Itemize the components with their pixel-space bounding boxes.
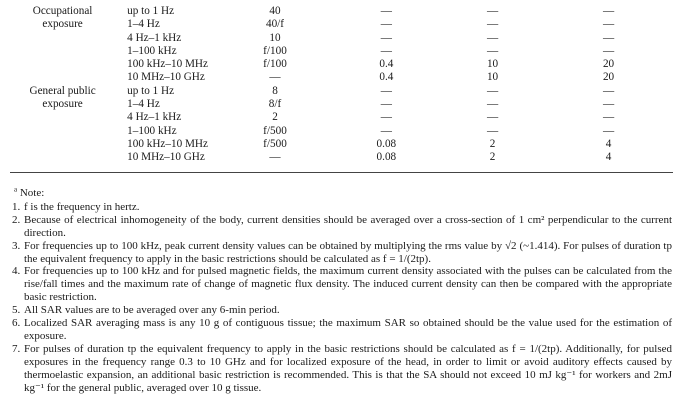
frequency-range-cell: 100 kHz–10 MHz	[127, 137, 208, 150]
footnote-number: 4.	[12, 265, 21, 278]
table-row	[10, 111, 673, 124]
current-density-cell: 8	[272, 84, 278, 97]
localized-sar-limbs-cell: —	[602, 18, 615, 31]
localized-sar-limbs-cell: —	[602, 124, 615, 137]
whole-body-sar-cell: —	[380, 5, 392, 17]
footnote-text: Because of electrical inhomogeneity of the body, current densities should be averaged over a cross-section of 1 cm² perpendicular to the current direction.	[24, 213, 672, 239]
table-row	[10, 151, 673, 164]
frequency-range-cell: up to 1 Hz	[127, 5, 175, 17]
whole-body-sar-cell: 0.08	[376, 151, 397, 164]
exposure-category-cell: General public	[29, 84, 96, 97]
localized-sar-head-trunk-cell: 10	[486, 58, 499, 71]
footnote-marker: a	[14, 185, 18, 194]
table-footnotes	[12, 187, 672, 395]
localized-sar-head-trunk-cell: —	[486, 44, 499, 57]
exposure-category-cell	[10, 58, 115, 71]
whole-body-sar-cell: —	[380, 31, 392, 44]
table-row	[10, 32, 673, 45]
footnote-text: For pulses of duration tp the equivalent frequency to apply in the basic restrictions should be calculated as f = 1/(2tp). Additionally, for pulsed exposures in the frequency range 0.3 to 10 GHz and for localized exposure of the head, in order to limit or avoid auditory effects caused by thermoelastic expansion, an additional basic restriction is recommended. This is that the SA should not exceed 10 mJ kg⁻¹ for workers and 2mJ kg⁻¹ for the general public, averaged over 10 g tissue.	[24, 342, 672, 394]
table-row	[10, 85, 673, 98]
frequency-range-cell: 1–100 kHz	[127, 44, 177, 57]
footnote-number: 2.	[12, 213, 21, 226]
table-row	[10, 45, 673, 58]
footnote-number: 3.	[12, 239, 21, 252]
localized-sar-head-trunk-cell: —	[486, 31, 499, 44]
localized-sar-limbs-cell: 4	[605, 137, 612, 150]
localized-sar-limbs-cell: —	[602, 5, 615, 17]
table-row	[10, 18, 673, 31]
table-divider	[10, 172, 673, 173]
current-density-cell: 10	[269, 31, 281, 44]
frequency-range-cell: 10 MHz–10 GHz	[127, 71, 205, 84]
frequency-range-cell: 1–4 Hz	[127, 18, 160, 31]
exposure-category-cell: exposure	[42, 18, 83, 31]
table-row	[10, 5, 673, 18]
whole-body-sar-cell: —	[380, 111, 392, 124]
localized-sar-limbs-cell: —	[602, 111, 615, 124]
exposure-category-cell	[10, 138, 115, 151]
localized-sar-head-trunk-cell: —	[486, 18, 499, 31]
footnote-text: f is the frequency in hertz.	[24, 200, 140, 213]
footnote-number: 7.	[12, 342, 21, 355]
localized-sar-head-trunk-cell: 2	[489, 151, 496, 164]
whole-body-sar-cell: —	[380, 84, 392, 97]
exposure-category-cell	[10, 71, 115, 84]
localized-sar-head-trunk-cell: —	[486, 111, 499, 124]
localized-sar-limbs-cell: 20	[602, 58, 615, 71]
current-density-cell: —	[269, 71, 281, 84]
exposure-category-cell: exposure	[42, 98, 83, 111]
frequency-range-cell: 100 kHz–10 MHz	[127, 58, 208, 71]
localized-sar-head-trunk-cell: —	[486, 84, 499, 97]
footnote-text: For frequencies up to 100 kHz and for pulsed magnetic fields, the maximum current density associated with the pulses can be calculated from the rise/fall times and the maximum rate of change of magnetic flux density. The induced current density can then be compared with the appropriate basic restriction.	[24, 265, 672, 304]
footnote-item	[12, 317, 672, 343]
current-density-cell: 8/f	[268, 98, 282, 111]
whole-body-sar-cell: 0.08	[376, 137, 397, 150]
table-row	[10, 125, 673, 138]
current-density-cell: —	[269, 151, 281, 164]
localized-sar-limbs-cell: 4	[605, 151, 612, 164]
table-row	[10, 71, 673, 84]
exposure-category-cell	[10, 32, 115, 45]
whole-body-sar-cell: 0.4	[379, 58, 394, 71]
localized-sar-limbs-cell: 20	[602, 71, 615, 84]
basic-restrictions-table	[10, 5, 673, 165]
current-density-cell: 40/f	[265, 18, 284, 31]
footnote-number: 5.	[12, 304, 21, 317]
footnote-item	[12, 304, 672, 317]
footnote-item	[12, 265, 672, 304]
whole-body-sar-cell: —	[380, 98, 392, 111]
localized-sar-head-trunk-cell: —	[486, 5, 499, 17]
frequency-range-cell: 1–4 Hz	[127, 98, 160, 111]
localized-sar-head-trunk-cell: 2	[489, 137, 496, 150]
whole-body-sar-cell: —	[380, 18, 392, 31]
whole-body-sar-cell: 0.4	[379, 71, 394, 84]
notes-heading: $^a$ Note:	[14, 185, 45, 199]
localized-sar-head-trunk-cell: —	[486, 124, 499, 137]
current-density-cell: 40	[269, 5, 281, 17]
exposure-category-cell	[10, 151, 115, 164]
frequency-range-cell: 10 MHz–10 GHz	[127, 151, 205, 164]
footnote-number: 1.	[12, 200, 21, 213]
footnote-item	[12, 214, 672, 240]
footnote-text: All SAR values are to be averaged over any 6-min period.	[24, 304, 280, 317]
footnote-text: For frequencies up to 100 kHz, peak current density values can be obtained by multiplying the rms value by √2 (~1.414). For pulses of duration tp the equivalent frequency to apply in the basic restrictions should be calculated as f = 1/(2tp).	[24, 239, 672, 265]
exposure-category-cell: Occupational	[32, 5, 93, 17]
frequency-range-cell: 4 Hz–1 kHz	[127, 31, 182, 44]
table-row	[10, 138, 673, 151]
localized-sar-limbs-cell: —	[602, 44, 615, 57]
footnote-item	[12, 343, 672, 395]
localized-sar-limbs-cell: —	[602, 98, 615, 111]
table-row	[10, 98, 673, 111]
frequency-range-cell: 1–100 kHz	[127, 124, 177, 137]
whole-body-sar-cell: —	[380, 44, 392, 57]
footnote-item	[12, 240, 672, 266]
localized-sar-limbs-cell: —	[602, 84, 615, 97]
current-density-cell: f/100	[263, 44, 287, 57]
table-row	[10, 58, 673, 71]
footnote-number: 6.	[12, 317, 21, 330]
footnote-item	[12, 201, 672, 214]
footnote-text: Localized SAR averaging mass is any 10 g of contiguous tissue; the maximum SAR so obtained should be the value used for the estimation of exposure.	[24, 317, 672, 342]
localized-sar-limbs-cell: —	[602, 31, 615, 44]
localized-sar-head-trunk-cell: —	[486, 98, 499, 111]
localized-sar-head-trunk-cell: 10	[486, 71, 499, 84]
current-density-cell: f/500	[263, 124, 287, 137]
frequency-range-cell: up to 1 Hz	[127, 84, 175, 97]
exposure-category-cell	[10, 125, 115, 138]
current-density-cell: f/100	[263, 58, 287, 71]
exposure-category-cell	[10, 111, 115, 124]
current-density-cell: f/500	[263, 137, 287, 150]
current-density-cell: 2	[272, 111, 278, 124]
frequency-range-cell: 4 Hz–1 kHz	[127, 111, 182, 124]
whole-body-sar-cell: —	[380, 124, 392, 137]
exposure-category-cell	[10, 45, 115, 58]
